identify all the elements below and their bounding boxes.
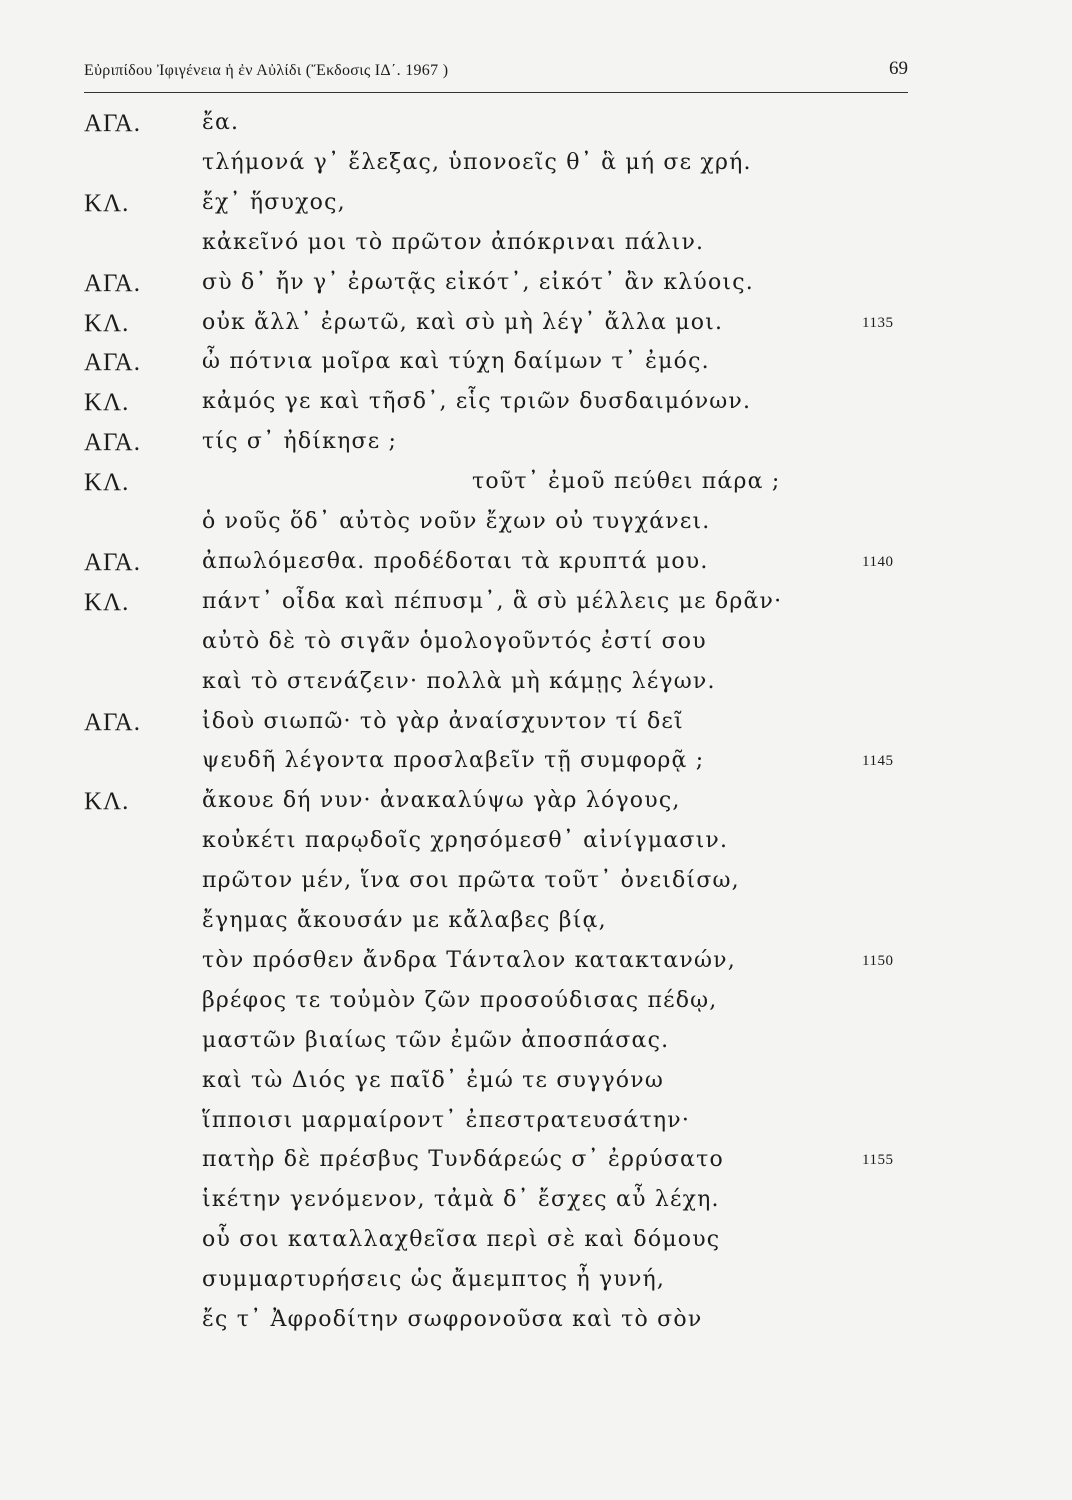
verse-line [0, 1068, 1072, 1108]
verse-line [0, 1147, 1072, 1187]
verse-text: καὶ τὸ στενάζειν· πολλὰ μὴ κάμῃς λέγων. [202, 668, 716, 694]
speaker-label: ΑΓΑ. [84, 349, 141, 377]
verse-text: ἄκουε δή νυν· ἀνακαλύψω γὰρ λόγους, [202, 788, 681, 814]
verse-line [0, 669, 1072, 709]
verse-line [0, 589, 1072, 629]
verse-text: αὐτὸ δὲ τὸ σιγᾶν ὁμολογοῦντός ἐστί σου [202, 628, 707, 654]
verse-text: οὗ σοι καταλλαχθεῖσα περὶ σὲ καὶ δόμους [202, 1227, 721, 1253]
verse-text: κἀμός γε καὶ τῆσδ᾽, εἷς τριῶν δυσδαιμόνων. [202, 389, 752, 415]
running-header-title: Εὐριπίδου Ἰφιγένεια ἡ ἐν Αὐλίδι (Ἔκδοσις ΙΔ΄. 1967 ) [84, 62, 449, 79]
line-number: 1145 [862, 753, 894, 770]
verse-line [0, 1227, 1072, 1267]
speaker-label: ΚΛ. [84, 309, 130, 337]
verse-line [0, 469, 1072, 509]
speaker-label: ΚΛ. [84, 389, 130, 417]
verse-text: ἰδοὺ σιωπῶ· τὸ γὰρ ἀναίσχυντον τί δεῖ [202, 708, 684, 734]
verse-text: ἵπποισι μαρμαίροντ᾽ ἐπεστρατευσάτην· [202, 1107, 691, 1133]
verse-line [0, 709, 1072, 749]
verse-text: τὸν πρόσθεν ἄνδρα Τάνταλον κατακτανών, [202, 947, 736, 973]
verse-text: πάντ᾽ οἶδα καὶ πέπυσμ᾽, ἃ σὺ μέλλεις με δρᾶν· [202, 588, 783, 614]
verse-text: ὁ νοῦς ὅδ᾽ αὐτὸς νοῦν ἔχων οὐ τυγχάνει. [202, 509, 711, 534]
verse-text: ἔς τ᾽ Ἀφροδίτην σωφρονοῦσα καὶ τὸ σὸν [202, 1307, 703, 1332]
verse-line [0, 310, 1072, 350]
verse-text: ἔα. [202, 110, 240, 135]
verse-line [0, 948, 1072, 988]
verse-line [0, 429, 1072, 469]
verse-text: ἔγημας ἄκουσάν με κἄλαβες βίᾳ, [202, 908, 607, 933]
verse-line [0, 828, 1072, 868]
verse-text: μαστῶν βιαίως τῶν ἐμῶν ἀποσπάσας. [202, 1027, 670, 1053]
verse-line [0, 270, 1072, 310]
speaker-label: ΑΓΑ. [84, 548, 141, 576]
verse-line [0, 748, 1072, 788]
speaker-label: ΚΛ. [84, 469, 130, 497]
verse-text: τλήμονά γ᾽ ἔλεξας, ὑπονοεῖς θ᾽ ἃ μή σε χρή. [202, 149, 752, 175]
verse-text: βρέφος τε τοὐμὸν ζῶν προσούδισας πέδῳ, [202, 987, 718, 1013]
verse-line [0, 509, 1072, 549]
speaker-label: ΚΛ. [84, 588, 130, 616]
verse-line [0, 230, 1072, 270]
verse-text: ὦ πότνια μοῖρα καὶ τύχη δαίμων τ᾽ ἐμός. [202, 349, 710, 375]
verse-text: ἱκέτην γενόμενον, τἀμὰ δ᾽ ἔσχες αὖ λέχη. [202, 1187, 720, 1213]
verse-text: κοὐκέτι παρῳδοῖς χρησόμεσθ᾽ αἰνίγμασιν. [202, 828, 729, 854]
verse-line [0, 549, 1072, 589]
verse-line [0, 190, 1072, 230]
verse-line [0, 908, 1072, 948]
verse-line [0, 389, 1072, 429]
verse-text: τοῦτ᾽ ἐμοῦ πεύθει πάρα ; [472, 469, 781, 495]
line-number: 1150 [862, 952, 894, 969]
verse-line [0, 1307, 1072, 1347]
speaker-label: ΑΓΑ. [84, 429, 141, 457]
verse-text: πατὴρ δὲ πρέσβυς Τυνδάρεώς σ᾽ ἐρρύσατο [202, 1147, 724, 1173]
page-number: 69 [889, 58, 908, 79]
speaker-label: ΑΓΑ. [84, 708, 141, 736]
verse-text: ἔχ᾽ ἥσυχος, [202, 189, 346, 215]
verse-line [0, 1028, 1072, 1068]
verse-line [0, 1108, 1072, 1148]
verse-line [0, 868, 1072, 908]
verse-line [0, 349, 1072, 389]
line-number: 1155 [862, 1152, 894, 1169]
line-number: 1135 [862, 314, 894, 331]
verse-text: σὺ δ᾽ ἤν γ᾽ ἐρωτᾷς εἰκότ᾽, εἰκότ᾽ ἂν κλύοις. [202, 269, 754, 295]
speaker-label: ΚΛ. [84, 788, 130, 816]
verse-text: συμμαρτυρήσεις ὡς ἄμεμπτος ἦ γυνή, [202, 1267, 666, 1293]
verse-line [0, 988, 1072, 1028]
speaker-label: ΚΛ. [84, 189, 130, 217]
verse-text: οὐκ ἄλλ᾽ ἐρωτῶ, καὶ σὺ μὴ λέγ᾽ ἄλλα μοι. [202, 309, 724, 335]
verse-text: καὶ τὼ Διός γε παῖδ᾽ ἐμώ τε συγγόνω [202, 1067, 664, 1093]
verse-text: τίς σ᾽ ἠδίκησε ; [202, 429, 398, 455]
verse-line [0, 110, 1072, 150]
verse-line [0, 150, 1072, 190]
verse-line [0, 1267, 1072, 1307]
verse-text: ἀπωλόμεσθα. προδέδοται τὰ κρυπτά μου. [202, 548, 709, 574]
verse-text: κἀκεῖνό μοι τὸ πρῶτον ἀπόκριναι πάλιν. [202, 229, 705, 255]
verse-text: ψευδῆ λέγοντα προσλαβεῖν τῇ συμφορᾷ ; [202, 748, 705, 774]
verse-text: πρῶτον μέν, ἵνα σοι πρῶτα τοῦτ᾽ ὀνειδίσω, [202, 868, 740, 894]
verse-line [0, 629, 1072, 669]
verse-line [0, 1187, 1072, 1227]
speaker-label: ΑΓΑ. [84, 269, 141, 297]
line-number: 1140 [862, 553, 894, 570]
speaker-label: ΑΓΑ. [84, 110, 141, 137]
verse-line [0, 788, 1072, 828]
